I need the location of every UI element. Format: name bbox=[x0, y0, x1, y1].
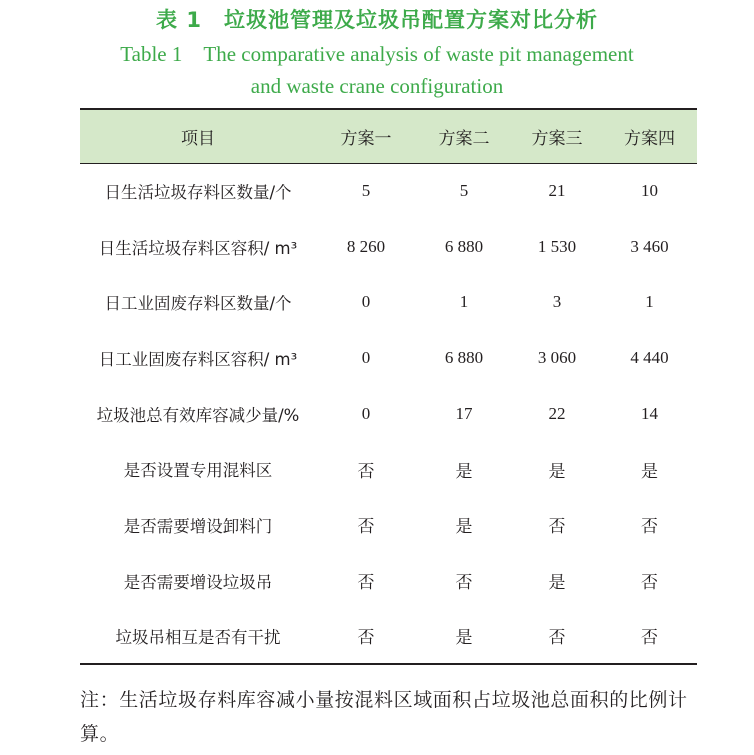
cell-plan-3: 否 bbox=[548, 628, 566, 649]
row-item: 日工业固废存料区数量/个 bbox=[104, 294, 292, 314]
table-row bbox=[80, 441, 697, 497]
table-row bbox=[80, 330, 697, 386]
cell-plan-3: 是 bbox=[548, 461, 566, 482]
row-item: 是否设置专用混料区 bbox=[123, 461, 273, 481]
comparison-table bbox=[80, 108, 697, 665]
cell-plan-4: 3 460 bbox=[630, 236, 669, 256]
table-note: 注：生活垃圾存料库容减小量按混料区域面积占垃圾池总面积的比例计算。 bbox=[80, 689, 688, 745]
cell-plan-2: 6 880 bbox=[444, 236, 484, 256]
cell-plan-2: 5 bbox=[459, 181, 469, 201]
cell-plan-1: 否 bbox=[357, 573, 375, 594]
cell-plan-1: 否 bbox=[357, 461, 375, 482]
header-plan-3: 方案三 bbox=[531, 128, 583, 149]
cell-plan-1: 0 bbox=[361, 347, 371, 367]
cell-plan-3: 是 bbox=[548, 573, 566, 594]
cell-plan-4: 1 bbox=[645, 292, 654, 312]
cell-plan-1: 否 bbox=[357, 517, 375, 538]
cell-plan-4: 否 bbox=[641, 517, 658, 538]
table-row bbox=[80, 163, 697, 219]
cell-plan-4: 否 bbox=[641, 573, 658, 594]
cell-plan-4: 4 440 bbox=[630, 347, 669, 367]
cell-plan-4: 10 bbox=[641, 181, 658, 201]
cell-plan-2: 否 bbox=[455, 573, 473, 594]
table-title-en bbox=[0, 38, 754, 102]
cell-plan-3: 3 bbox=[552, 292, 562, 312]
cell-plan-2: 17 bbox=[455, 403, 473, 423]
table-row bbox=[80, 553, 697, 609]
row-item: 是否需要增设垃圾吊 bbox=[123, 572, 273, 592]
header-plan-2: 方案二 bbox=[438, 128, 490, 149]
header-row bbox=[80, 109, 697, 163]
cell-plan-1: 否 bbox=[357, 628, 375, 649]
row-item: 日工业固废存料区容积/ m³ bbox=[98, 349, 298, 369]
cell-plan-2: 是 bbox=[455, 461, 473, 482]
table-title-cn: 表 1 垃圾池管理及垃圾吊配置方案对比分析 bbox=[156, 8, 598, 32]
cell-plan-3: 否 bbox=[548, 517, 566, 538]
header-plan-1: 方案一 bbox=[340, 128, 392, 149]
header-item: 项目 bbox=[181, 128, 215, 149]
table-body bbox=[80, 163, 697, 664]
table-row bbox=[80, 274, 697, 330]
cell-plan-2: 1 bbox=[459, 292, 469, 312]
table-row bbox=[80, 497, 697, 553]
cell-plan-2: 是 bbox=[455, 517, 473, 538]
cell-plan-4: 否 bbox=[641, 628, 658, 649]
table-header bbox=[80, 109, 697, 163]
cell-plan-2: 6 880 bbox=[444, 347, 484, 367]
row-item: 是否需要增设卸料门 bbox=[123, 516, 273, 536]
cell-plan-4: 14 bbox=[641, 403, 658, 423]
row-item: 日生活垃圾存料区容积/ m³ bbox=[98, 238, 298, 258]
row-item: 垃圾吊相互是否有干扰 bbox=[115, 627, 281, 647]
cell-plan-1: 8 260 bbox=[346, 236, 386, 256]
table-row bbox=[80, 386, 697, 442]
cell-plan-1: 0 bbox=[361, 292, 371, 312]
cell-plan-1: 5 bbox=[361, 181, 371, 201]
cell-plan-4: 是 bbox=[641, 461, 658, 482]
cell-plan-3: 21 bbox=[548, 181, 566, 201]
cell-plan-3: 3 060 bbox=[537, 347, 577, 367]
table-row bbox=[80, 219, 697, 275]
cell-plan-3: 1 530 bbox=[537, 236, 577, 256]
row-item: 日生活垃圾存料区数量/个 bbox=[104, 183, 292, 203]
cell-plan-3: 22 bbox=[548, 403, 566, 423]
table-title-en-line1: Table 1 The comparative analysis of waste pit management bbox=[120, 42, 634, 66]
header-plan-4: 方案四 bbox=[624, 128, 675, 149]
cell-plan-2: 是 bbox=[455, 628, 473, 649]
row-item: 垃圾池总有效库容减少量/% bbox=[96, 405, 300, 425]
table-row bbox=[80, 609, 697, 665]
table-title-en-line2: and waste crane configuration bbox=[250, 74, 504, 98]
cell-plan-1: 0 bbox=[361, 403, 371, 423]
